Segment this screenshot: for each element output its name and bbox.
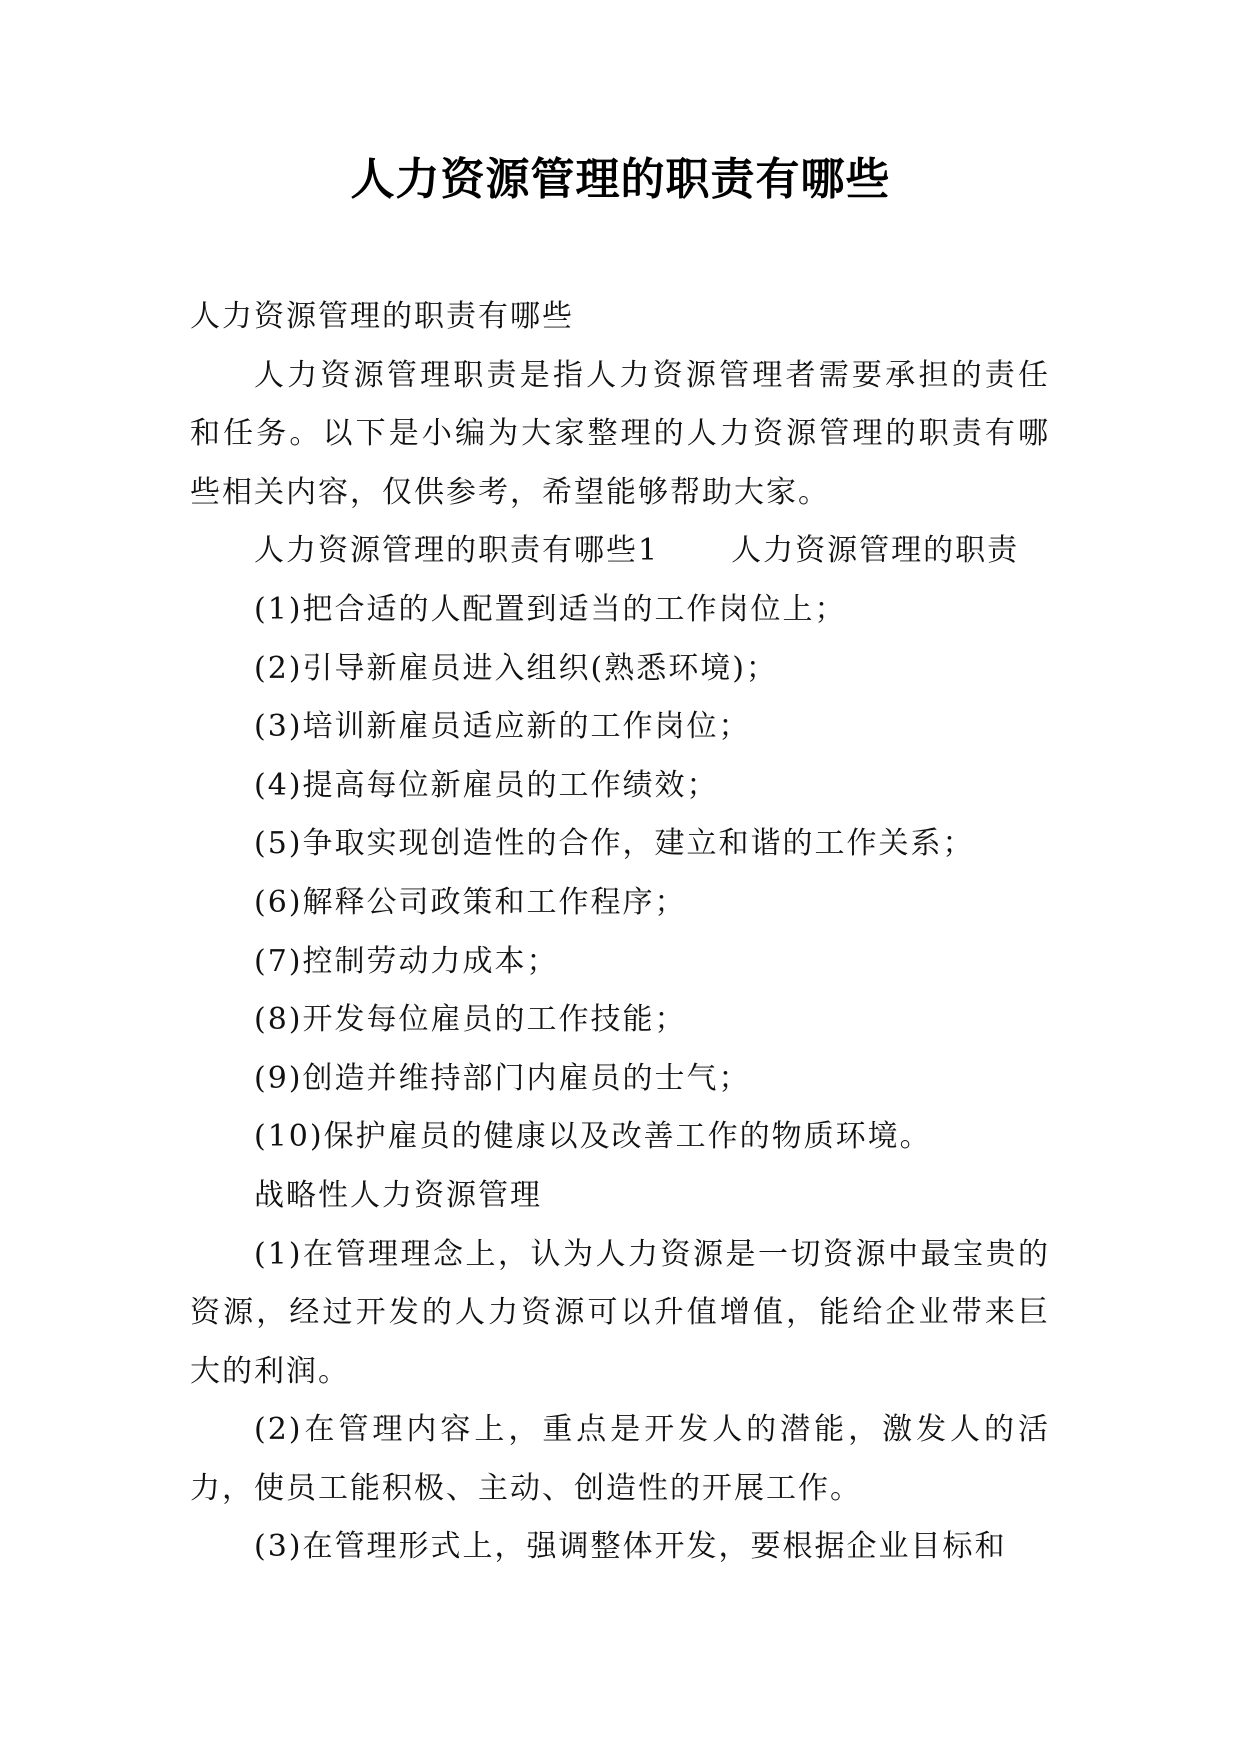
duty-item: (9)创造并维持部门内雇员的士气； [254,1060,751,1096]
section1-heading: 人力资源管理的职责有哪些1 [254,533,660,569]
section2-heading: 战略性人力资源管理 [254,1177,542,1213]
strategic-point: (3)在管理形式上，强调整体开发，要根据企业目标和 [254,1529,1007,1565]
duty-item: (4)提高每位新雇员的工作绩效； [254,767,719,803]
document-title: 人力资源管理的职责有哪些 [350,154,891,205]
duty-item: (1)把合适的人配置到适当的工作岗位上； [254,591,847,627]
strategic-point: (2)在管理内容上，重点是开发人的潜能，激发人的活力，使员工能积极、主动、创造性的开展工作。 [190,1412,1050,1506]
duty-item: (3)培训新雇员适应新的工作岗位； [254,709,751,745]
duty-item: (2)引导新雇员进入组织(熟悉环境)； [254,650,778,686]
duty-item: (7)控制劳动力成本； [254,943,559,979]
strategic-point: (1)在管理理念上，认为人力资源是一切资源中最宝贵的资源，经过开发的人力资源可以升值增值，能给企业带来巨大的利润。 [190,1236,1050,1389]
duty-item: (10)保护雇员的健康以及改善工作的物质环境。 [254,1119,932,1155]
duty-item: (6)解释公司政策和工作程序； [254,884,687,920]
intro-paragraph: 人力资源管理职责是指人力资源管理者需要承担的责任和任务。以下是小编为大家整理的人力资源管理的职责有哪些相关内容，仅供参考，希望能够帮助大家。 [190,357,1050,510]
duty-item: (5)争取实现创造性的合作，建立和谐的工作关系； [254,826,975,862]
duty-item: (8)开发每位雇员的工作技能； [254,1002,687,1038]
document-subtitle: 人力资源管理的职责有哪些 [190,299,574,334]
document-body [190,288,1050,1577]
section1-heading-line [190,522,1050,581]
section1-subheading: 人力资源管理的职责 [731,533,1020,569]
